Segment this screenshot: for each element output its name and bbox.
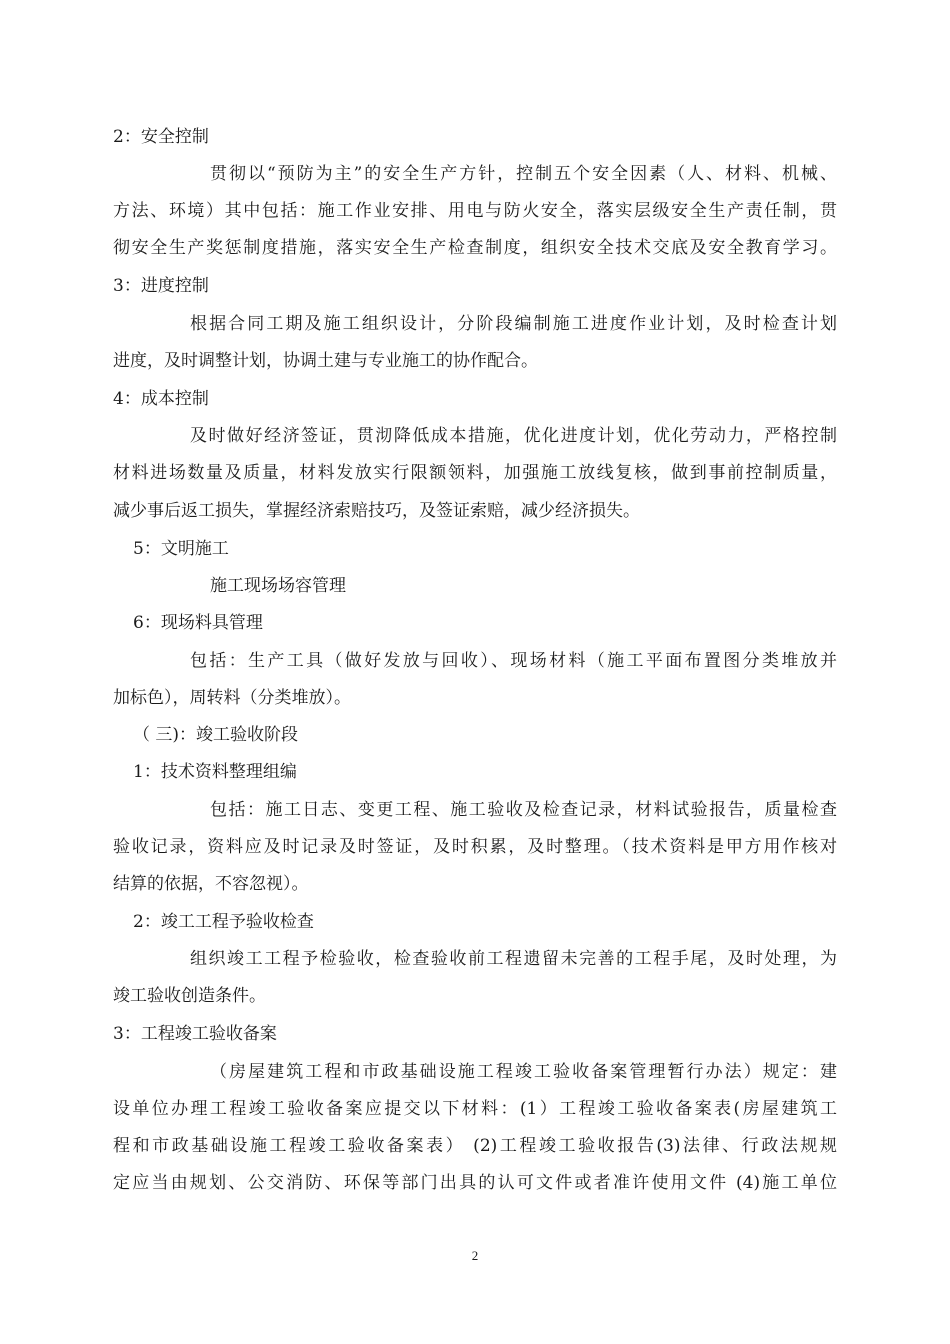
heading-schedule-control: 3：进度控制 — [113, 276, 209, 296]
paragraph-line: 彻安全生产奖惩制度措施，落实安全生产检查制度，组织安全技术交底及安全教育学习。 — [113, 238, 837, 258]
paragraph-line: 及时做好经济签证，贯沏降低成本措施，优化进度计划，优化劳动力，严格控制 — [190, 426, 837, 446]
paragraph-line: 进度，及时调整计划，协调土建与专业施工的协作配合。 — [113, 351, 538, 371]
page-number: 2 — [471, 1248, 479, 1263]
paragraph-line: 包括：施工日志、变更工程、施工验收及检查记录，材料试验报告，质量检查 — [210, 800, 837, 820]
paragraph-line: 设单位办理工程竣工验收备案应提交以下材料：(1）工程竣工验收备案表(房屋建筑工 — [113, 1099, 837, 1119]
heading-safety-control: 2：安全控制 — [113, 127, 209, 147]
paragraph-line: （房屋建筑工程和市政基础设施工程竣工验收备案管理暂行办法）规定：建 — [210, 1062, 837, 1082]
paragraph-line: 程和市政基础设施工程竣工验收备案表） (2)工程竣工验收报告(3)法律、行政法规规 — [113, 1136, 837, 1156]
paragraph-line: 验收记录，资料应及时记录及时签证，及时积累，及时整理。（技术资料是甲方用作核对 — [113, 837, 837, 857]
heading-acceptance-filing: 3：工程竣工验收备案 — [113, 1024, 277, 1044]
paragraph-line: 方法、环境）其中包括：施工作业安排、用电与防火安全，落实层级安全生产责任制，贯 — [113, 201, 837, 221]
paragraph-line: 包括：生产工具（做好发放与回收）、现场材料（施工平面布置图分类堆放并 — [190, 651, 837, 671]
paragraph-line: 施工现场场容管理 — [210, 576, 346, 596]
paragraph-line: 贯彻以“预防为主”的安全生产方针，控制五个安全因素（人、材料、机械、 — [210, 164, 837, 184]
paragraph-line: 定应当由规划、公交消防、环保等部门出具的认可文件或者准许使用文件 (4)施工单位 — [113, 1173, 837, 1193]
paragraph-line: 竣工验收创造条件。 — [113, 986, 266, 1006]
heading-completion-stage: （ 三)：竣工验收阶段 — [133, 725, 299, 745]
heading-civilized-construction: 5：文明施工 — [133, 539, 229, 559]
paragraph-line: 材料进场数量及质量，材料发放实行限额领料，加强施工放线复核，做到事前控制质量， — [113, 463, 837, 483]
paragraph-line: 根据合同工期及施工组织设计，分阶段编制施工进度作业计划，及时检查计划 — [190, 314, 837, 334]
heading-technical-documents: 1：技术资料整理组编 — [133, 762, 297, 782]
paragraph-line: 减少事后返工损失，掌握经济索赔技巧，及签证索赔，减少经济损失。 — [113, 501, 640, 521]
paragraph-line: 加标色），周转料（分类堆放）。 — [113, 688, 351, 708]
paragraph-line: 组织竣工工程予检验收，检查验收前工程遗留未完善的工程手尾，及时处理，为 — [190, 949, 837, 969]
paragraph-line: 结算的依据，不容忽视）。 — [113, 874, 309, 894]
heading-pre-acceptance: 2：竣工工程予验收检查 — [133, 912, 314, 932]
heading-cost-control: 4：成本控制 — [113, 389, 209, 409]
heading-site-materials: 6：现场料具管理 — [133, 613, 263, 633]
